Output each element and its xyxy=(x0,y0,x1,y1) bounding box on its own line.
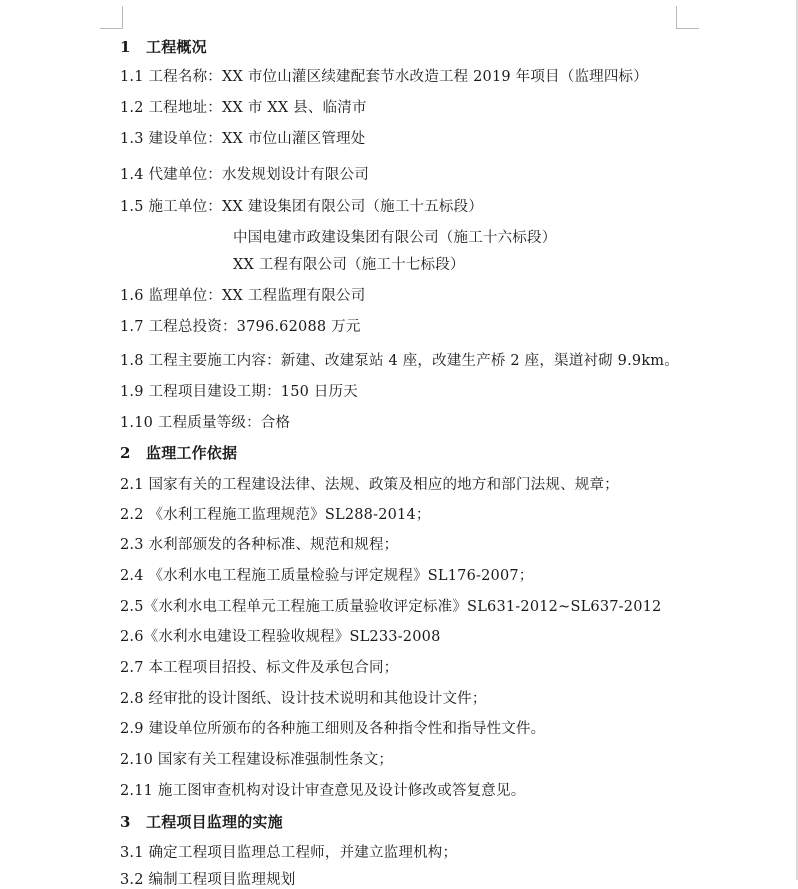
margin-corner-mark-left xyxy=(100,6,123,29)
paragraph-2-4: 2.4 《水利水电工程施工质量检验与评定规程》SL176-2007； xyxy=(120,568,534,584)
paragraph-1-5-cont-2: XX 工程有限公司（施工十七标段） xyxy=(233,257,465,273)
section-1-title: 工程概况 xyxy=(146,38,207,56)
paragraph-1-10: 1.10 工程质量等级：合格 xyxy=(120,415,291,431)
paragraph-2-5: 2.5《水利水电工程单元工程施工质量验收评定标准》SL631-2012~SL637-2012 xyxy=(120,599,662,615)
paragraph-2-1: 2.1 国家有关的工程建设法律、法规、政策及相应的地方和部门法规、规章； xyxy=(120,477,619,493)
paragraph-1-3: 1.3 建设单位：XX 市位山灌区管理处 xyxy=(120,131,366,147)
section-3-title: 工程项目监理的实施 xyxy=(146,813,283,831)
margin-corner-mark-right xyxy=(676,6,699,29)
paragraph-2-3: 2.3 水利部颁发的各种标准、规范和规程； xyxy=(120,537,399,553)
paragraph-1-8: 1.8 工程主要施工内容：新建、改建泵站 4 座，改建生产桥 2 座，渠道衬砌 9.9km。 xyxy=(120,353,679,369)
paragraph-2-7: 2.7 本工程项目招投、标文件及承包合同； xyxy=(120,660,399,676)
paragraph-3-2: 3.2 编制工程项目监理规划 xyxy=(120,872,296,888)
section-3-number: 3 xyxy=(120,813,131,831)
paragraph-1-1: 1.1 工程名称：XX 市位山灌区续建配套节水改造工程 2019 年项目（监理四标） xyxy=(120,69,648,85)
paragraph-2-8: 2.8 经审批的设计图纸、设计技术说明和其他设计文件； xyxy=(120,691,487,707)
paragraph-2-10: 2.10 国家有关工程建设标准强制性条文； xyxy=(120,752,394,768)
paragraph-2-11: 2.11 施工图审查机构对设计审查意见及设计修改或答复意见。 xyxy=(120,783,526,799)
paragraph-2-2: 2.2 《水利工程施工监理规范》SL288-2014； xyxy=(120,507,431,523)
section-3-heading xyxy=(120,813,283,831)
paragraph-1-4: 1.4 代建单位：水发规划设计有限公司 xyxy=(120,167,369,183)
paragraph-1-7: 1.7 工程总投资：3796.62088 万元 xyxy=(120,319,361,335)
paragraph-1-5: 1.5 施工单位：XX 建设集团有限公司（施工十五标段） xyxy=(120,199,484,215)
section-2-heading xyxy=(120,444,237,462)
paragraph-1-6: 1.6 监理单位：XX 工程监理有限公司 xyxy=(120,288,366,304)
paragraph-1-5-cont-1: 中国电建市政建设集团有限公司（施工十六标段） xyxy=(233,230,557,246)
paragraph-1-9: 1.9 工程项目建设工期：150 日历天 xyxy=(120,384,358,400)
section-1-number: 1 xyxy=(120,38,131,56)
paragraph-2-9: 2.9 建设单位所颁布的各种施工细则及各种指令性和指导性文件。 xyxy=(120,721,546,737)
section-1-heading xyxy=(120,38,207,56)
paragraph-3-1: 3.1 确定工程项目监理总工程师，并建立监理机构； xyxy=(120,845,458,861)
paragraph-2-6: 2.6《水利水电建设工程验收规程》SL233-2008 xyxy=(120,629,441,645)
section-2-number: 2 xyxy=(120,444,131,462)
section-2-title: 监理工作依据 xyxy=(146,444,238,462)
paragraph-1-2: 1.2 工程地址：XX 市 XX 县、临清市 xyxy=(120,100,367,116)
